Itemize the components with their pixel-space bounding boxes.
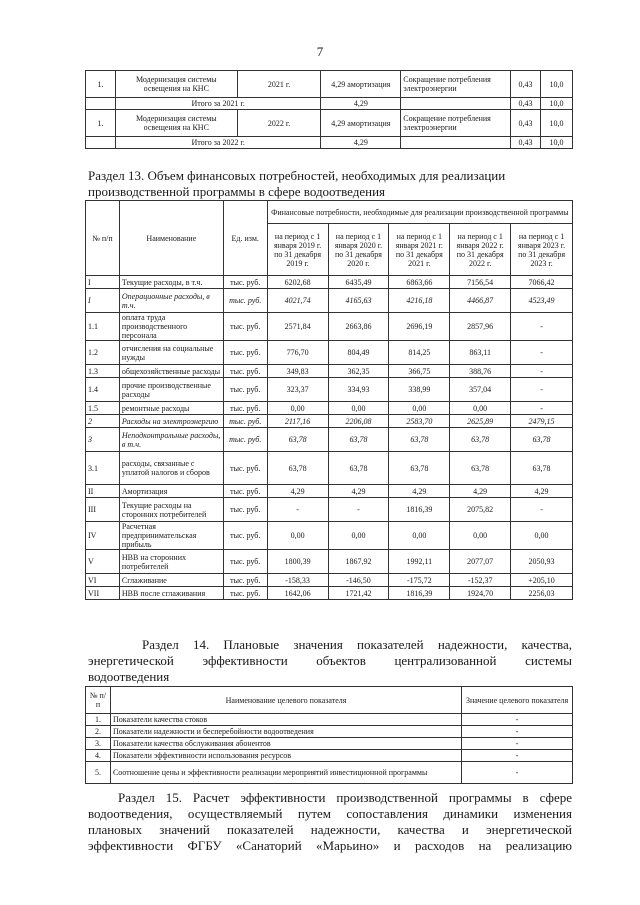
cell-value: 10,0 (541, 110, 573, 137)
cell-name: НВВ после сглаживания (119, 587, 223, 600)
cell-unit: тыс. руб. (223, 574, 267, 587)
cell-value: - (328, 498, 389, 522)
cell-name: Сглаживание (119, 574, 223, 587)
cell-name: Модернизация системы освещения на КНС (115, 71, 237, 98)
cell-num: 5. (86, 762, 111, 784)
section-14-line-2: энергетической эффективности объектов централизованной системы (88, 653, 572, 668)
cell-empty (401, 137, 511, 149)
col-header-period: на период с 1 января 2019 г. по 31 декабря 2019 г. (267, 224, 328, 276)
cell-name: Текущие расходы на сторонних потребителей (119, 498, 223, 522)
cell-value: 2050,93 (511, 550, 573, 574)
cell-source: 4,29 амортизация (321, 71, 401, 98)
cell-num: VII (86, 587, 120, 600)
section-14-line-1: Раздел 14. Плановые значения показателей надежности, качества, (142, 637, 572, 652)
cell-num: 1.2 (86, 341, 120, 365)
cell-year: 2021 г. (237, 71, 321, 98)
cell-value: - (511, 341, 573, 365)
cell-value: 338,99 (389, 378, 450, 402)
cell-value: 2077,07 (450, 550, 511, 574)
cell-value: 63,78 (267, 428, 328, 452)
cell-num: 1.4 (86, 378, 120, 402)
cell-num: 3. (86, 738, 111, 750)
cell-name: расходы, связанные с уплатой налогов и сборов (119, 452, 223, 485)
cell-value: 63,78 (511, 428, 573, 452)
cell-value: - (511, 378, 573, 402)
cell-unit: тыс. руб. (223, 289, 267, 313)
cell-value: 4523,49 (511, 289, 573, 313)
cell-unit: тыс. руб. (223, 452, 267, 485)
cell-num: 3 (86, 428, 120, 452)
cell-source: 4,29 амортизация (321, 110, 401, 137)
cell-total-label: Итого за 2022 г. (115, 137, 320, 149)
cell-value: 2117,16 (267, 415, 328, 428)
cell-value: 0,00 (389, 522, 450, 550)
cell-source: 4,29 (321, 98, 401, 110)
cell-value: 0,00 (450, 402, 511, 415)
cell-value: 4,29 (267, 485, 328, 498)
cell-value: 804,49 (328, 341, 389, 365)
cell-value: - (462, 714, 573, 726)
cell-name: прочие производственные расходы (119, 378, 223, 402)
cell-unit: тыс. руб. (223, 498, 267, 522)
cell-unit: тыс. руб. (223, 522, 267, 550)
cell-value: 2625,89 (450, 415, 511, 428)
cell-num: IV (86, 522, 120, 550)
col-header-period: на период с 1 января 2022 г. по 31 декабря 2022 г. (450, 224, 511, 276)
cell-value: 2571,84 (267, 313, 328, 341)
cell-empty (86, 98, 116, 110)
cell-empty (86, 137, 116, 149)
financial-needs-table (85, 200, 573, 600)
cell-name: Показатели эффективности использования ресурсов (110, 750, 461, 762)
table-row (86, 289, 573, 313)
cell-value: 2583,70 (389, 415, 450, 428)
cell-value: 2479,15 (511, 415, 573, 428)
cell-name: ремонтные расходы (119, 402, 223, 415)
cell-value: 4165,63 (328, 289, 389, 313)
cell-value: 0,00 (450, 522, 511, 550)
cell-name: общехозяйственные расходы (119, 365, 223, 378)
cell-unit: тыс. руб. (223, 313, 267, 341)
cell-value: 2206,08 (328, 415, 389, 428)
cell-value: -158,33 (267, 574, 328, 587)
table-row (86, 110, 573, 137)
cell-value: 6863,66 (389, 276, 450, 289)
col-header-period: на период с 1 января 2021 г. по 31 декабря 2021 г. (389, 224, 450, 276)
cell-value: 63,78 (328, 452, 389, 485)
cell-name: Неподконтрольные расходы, в т.ч. (119, 428, 223, 452)
cell-name: Операционные расходы, в т.ч. (119, 289, 223, 313)
cell-value: - (267, 498, 328, 522)
table-row (86, 98, 573, 110)
cell-value: 1867,92 (328, 550, 389, 574)
cell-name: Модернизация системы освещения на КНС (115, 110, 237, 137)
cell-name: оплата труда производственного персонала (119, 313, 223, 341)
table-row (86, 750, 573, 762)
cell-value: 1924,70 (450, 587, 511, 600)
table-row (86, 341, 573, 365)
cell-value: 1816,39 (389, 498, 450, 522)
section-15-line-3: плановых значений показателей надежности, качества и энергетической (88, 822, 572, 837)
table-row (86, 428, 573, 452)
cell-value: - (462, 762, 573, 784)
cell-value: 1642,06 (267, 587, 328, 600)
cell-value: 2696,19 (389, 313, 450, 341)
cell-num: V (86, 550, 120, 574)
table-row (86, 485, 573, 498)
cell-value: 863,11 (450, 341, 511, 365)
cell-name: НВВ на сторонних потребителей (119, 550, 223, 574)
cell-value: 7156,54 (450, 276, 511, 289)
cell-name: Показатели надежности и бесперебойности водоотведения (110, 726, 461, 738)
cell-num: 1.5 (86, 402, 120, 415)
col-header-unit: Ед. изм. (223, 201, 267, 276)
section-15-line-2: водоотведения, осуществляемый путем сопоставления динамики изменения (88, 806, 572, 821)
cell-name: Расчетная предпринимательская прибыль (119, 522, 223, 550)
cell-unit: тыс. руб. (223, 485, 267, 498)
cell-value: 4,29 (328, 485, 389, 498)
cell-value: 63,78 (328, 428, 389, 452)
table-row (86, 714, 573, 726)
cell-value: -146,50 (328, 574, 389, 587)
cell-value: 1816,39 (389, 587, 450, 600)
cell-num: II (86, 485, 120, 498)
cell-value: 362,35 (328, 365, 389, 378)
cell-value: 357,04 (450, 378, 511, 402)
cell-value: 63,78 (389, 452, 450, 485)
table-row (86, 276, 573, 289)
cell-unit: тыс. руб. (223, 341, 267, 365)
table-row (86, 498, 573, 522)
cell-value: 63,78 (389, 428, 450, 452)
cell-value: 1721,42 (328, 587, 389, 600)
section-15-text (88, 790, 572, 854)
cell-value: 2663,86 (328, 313, 389, 341)
cell-effect: Сокращение потребления электроэнергии (401, 110, 511, 137)
cell-value: 0,43 (511, 98, 541, 110)
cell-empty (401, 98, 511, 110)
cell-value: 63,78 (511, 452, 573, 485)
cell-value: 2256,03 (511, 587, 573, 600)
cell-value: 366,75 (389, 365, 450, 378)
col-header-name: Наименование целевого показателя (110, 687, 461, 714)
col-header-group: Финансовые потребности, необходимые для реализации производственной программы (267, 201, 572, 224)
table-row (86, 137, 573, 149)
col-header-num: № п/п (86, 687, 111, 714)
table-row (86, 522, 573, 550)
measures-table (85, 70, 573, 149)
cell-value: 776,70 (267, 341, 328, 365)
cell-name: Показатели качества стоков (110, 714, 461, 726)
table-row (86, 452, 573, 485)
cell-value: - (462, 750, 573, 762)
cell-value: - (511, 402, 573, 415)
cell-unit: тыс. руб. (223, 378, 267, 402)
cell-value: 0,00 (328, 402, 389, 415)
table-row (86, 378, 573, 402)
cell-value: 2857,96 (450, 313, 511, 341)
cell-value: 0,00 (511, 522, 573, 550)
cell-num: 1. (86, 714, 111, 726)
table-row (86, 762, 573, 784)
cell-name: Амортизация (119, 485, 223, 498)
cell-value: - (511, 498, 573, 522)
cell-value: - (462, 738, 573, 750)
cell-num: 1. (86, 71, 116, 98)
cell-value: 0,43 (511, 110, 541, 137)
col-header-value: Значение целевого показателя (462, 687, 573, 714)
cell-num: 2 (86, 415, 120, 428)
cell-value: -175,72 (389, 574, 450, 587)
cell-name: Соотношение цены и эффективности реализации мероприятий инвестиционной программы (110, 762, 461, 784)
cell-value: 4216,18 (389, 289, 450, 313)
table-row (86, 365, 573, 378)
cell-value: 349,83 (267, 365, 328, 378)
cell-value: 0,00 (267, 402, 328, 415)
col-header-period: на период с 1 января 2020 г. по 31 декабря 2020 г. (328, 224, 389, 276)
cell-value: +205,10 (511, 574, 573, 587)
cell-name: Текущие расходы, в т.ч. (119, 276, 223, 289)
cell-effect: Сокращение потребления электроэнергии (401, 71, 511, 98)
cell-value: 814,25 (389, 341, 450, 365)
cell-value: 0,43 (511, 71, 541, 98)
cell-num: VI (86, 574, 120, 587)
cell-value: 7066,42 (511, 276, 573, 289)
cell-year: 2022 г. (237, 110, 321, 137)
cell-value: 0,00 (328, 522, 389, 550)
cell-value: -152,37 (450, 574, 511, 587)
cell-num: 1. (86, 110, 116, 137)
target-indicators-table (85, 686, 573, 784)
table-row (86, 402, 573, 415)
cell-name: отчисления на социальные нужды (119, 341, 223, 365)
cell-unit: тыс. руб. (223, 365, 267, 378)
cell-value: 0,00 (389, 402, 450, 415)
cell-value: 323,37 (267, 378, 328, 402)
cell-value: 63,78 (450, 452, 511, 485)
table-row (86, 71, 573, 98)
cell-unit: тыс. руб. (223, 402, 267, 415)
cell-value: 4,29 (511, 485, 573, 498)
cell-value: 388,76 (450, 365, 511, 378)
section-14-title (88, 637, 572, 685)
table-row (86, 550, 573, 574)
cell-value: 6202,68 (267, 276, 328, 289)
section-15-line-1: Раздел 15. Расчет эффективности производственной программы в сфере (118, 790, 572, 805)
cell-num: 1.1 (86, 313, 120, 341)
table-row (86, 587, 573, 600)
cell-source: 4,29 (321, 137, 401, 149)
table-row (86, 738, 573, 750)
col-header-name: Наименование (119, 201, 223, 276)
col-header-period: на период с 1 января 2023 г. по 31 декабря 2023 г. (511, 224, 573, 276)
cell-num: I (86, 289, 120, 313)
cell-num: 3.1 (86, 452, 120, 485)
cell-value: 1992,11 (389, 550, 450, 574)
cell-value: - (511, 365, 573, 378)
cell-value: 2075,82 (450, 498, 511, 522)
cell-value: 10,0 (541, 137, 573, 149)
cell-value: 10,0 (541, 98, 573, 110)
cell-value: 6435,49 (328, 276, 389, 289)
cell-num: 2. (86, 726, 111, 738)
cell-value: 4,29 (389, 485, 450, 498)
cell-unit: тыс. руб. (223, 587, 267, 600)
cell-total-label: Итого за 2021 г. (115, 98, 320, 110)
section-13-title: Раздел 13. Объем финансовых потребностей, необходимых для реализации производственной программы в сфере водоотведения (88, 168, 506, 199)
cell-num: I (86, 276, 120, 289)
cell-value: 334,93 (328, 378, 389, 402)
section-15-line-4: эффективности ФГБУ «Санаторий «Марьино» и расходов на реализацию (88, 838, 572, 853)
cell-value: 63,78 (450, 428, 511, 452)
section-14-line-3: водоотведения (88, 669, 170, 684)
table-row (86, 415, 573, 428)
cell-num: 4. (86, 750, 111, 762)
cell-num: 1.3 (86, 365, 120, 378)
cell-num: III (86, 498, 120, 522)
table-row (86, 574, 573, 587)
cell-value: - (462, 726, 573, 738)
cell-value: 10,0 (541, 71, 573, 98)
cell-name: Показатели качества обслуживания абонентов (110, 738, 461, 750)
cell-value: 1800,39 (267, 550, 328, 574)
cell-value: 0,00 (267, 522, 328, 550)
page-number: 7 (316, 44, 324, 59)
cell-value: 4021,74 (267, 289, 328, 313)
table-row (86, 313, 573, 341)
cell-unit: тыс. руб. (223, 276, 267, 289)
cell-value: 4466,87 (450, 289, 511, 313)
cell-value: 63,78 (267, 452, 328, 485)
cell-value: 0,43 (511, 137, 541, 149)
col-header-num: № п/п (86, 201, 120, 276)
cell-value: 4,29 (450, 485, 511, 498)
cell-unit: тыс. руб. (223, 550, 267, 574)
cell-name: Расходы на электроэнергию (119, 415, 223, 428)
cell-value: - (511, 313, 573, 341)
cell-unit: тыс. руб. (223, 415, 267, 428)
table-row (86, 726, 573, 738)
cell-unit: тыс. руб. (223, 428, 267, 452)
